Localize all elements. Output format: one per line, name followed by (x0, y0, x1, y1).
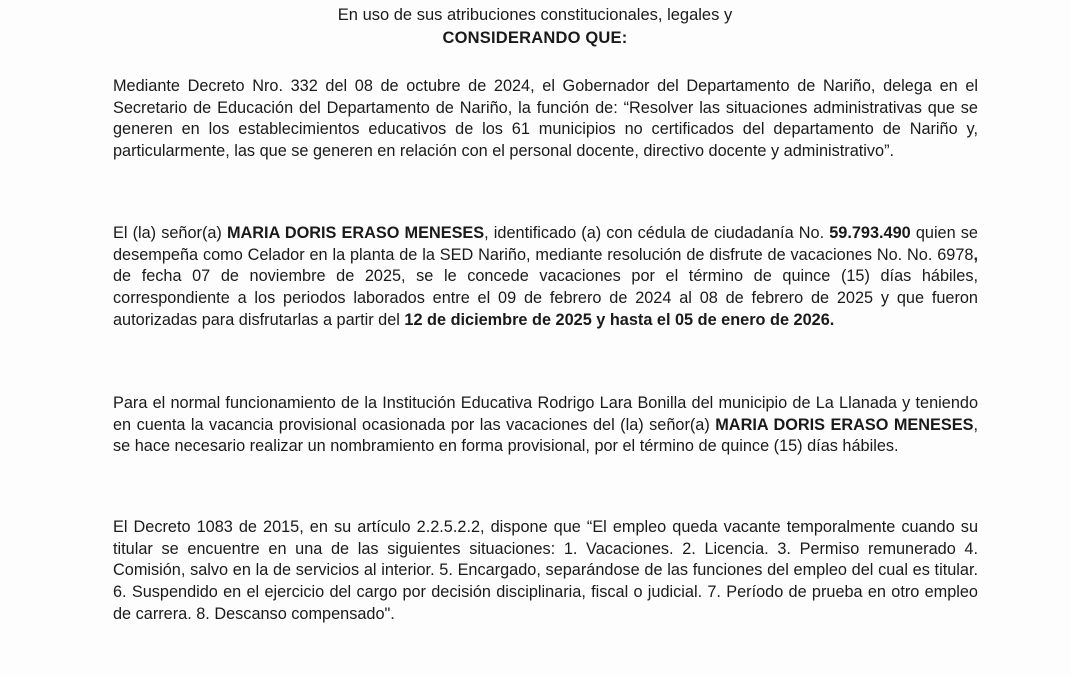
vacation-dates: 12 de diciembre de 2025 y hasta el 05 de enero de 2026. (404, 310, 835, 329)
paragraph-funcionamiento (113, 393, 978, 458)
paragraph-text: , identificado (a) con cédula de ciudadanía No. (484, 224, 830, 242)
paragraph-text: El (la) señor(a) (113, 224, 227, 242)
paragraph-text: Mediante Decreto Nro. 332 del 08 de octubre de 2024, el Gobernador del Departamento de Nariño, delega en el Secretario de Educación del Departamento de Nariño, la función de: “Resolver las situaciones administrativas que se generen en los establecimientos educativos de los 61 municipios no certificados del departamento de Nariño y, particularmente, las que se generen en relación con el personal docente, directivo docente y administrativo”. (113, 77, 978, 161)
paragraph-text: quien se desempeña como Celador en la planta de la SED Nariño, mediante resolución de disfrute de vacaciones No. No. 6978 (113, 224, 978, 264)
paragraph-decreto-332 (113, 76, 978, 163)
paragraph-decreto-1083 (113, 517, 978, 626)
considerando-heading: CONSIDERANDO QUE: (442, 29, 628, 47)
employee-name: MARIA DORIS ERASO MENESES (715, 415, 974, 434)
paragraph-text: de fecha 07 de noviembre de 2025, se le concede vacaciones por el término de quince (15) días hábiles, correspondiente a los periodos laborados entre el 09 de febrero de 2024 al 08 de febrero de 2025 y que fueron autorizadas para disfrutarlas a partir del (113, 267, 978, 329)
paragraph-text: , se hace necesario realizar un nombramiento en forma provisional, por el término de quince (15) días hábiles. (113, 415, 979, 456)
intro-line: En uso de sus atribuciones constitucionales, legales y (337, 6, 733, 24)
employee-name: MARIA DORIS ERASO MENESES (226, 224, 485, 242)
paragraph-text: El Decreto 1083 de 2015, en su artículo 2.2.5.2.2, dispone que “El empleo queda vacante temporalmente cuando su titular se encuentre en una de las siguientes situaciones: 1. Vacaciones. 2. Licencia. 3. Permiso remunerado 4. Comisión, salvo en la de servicios al interior. 5. Encargado, separándose de las funciones del empleo del cual es titular. 6. Suspendido en el ejercicio del cargo por decisión disciplinaria, fiscal o judicial. 7. Período de prueba en otro empleo de carrera. 8. Descanso compensado". (113, 518, 978, 623)
id-number: 59.793.490 (829, 224, 911, 242)
paragraph-vacaciones (113, 223, 978, 332)
paragraph-text: Para el normal funcionamiento de la Institución Educativa Rodrigo Lara Bonilla del municipio de La Llanada y teniendo en cuenta la vacancia provisional ocasionada por las vacaciones del (la) señor(a) (113, 394, 978, 434)
comma: , (973, 245, 978, 264)
